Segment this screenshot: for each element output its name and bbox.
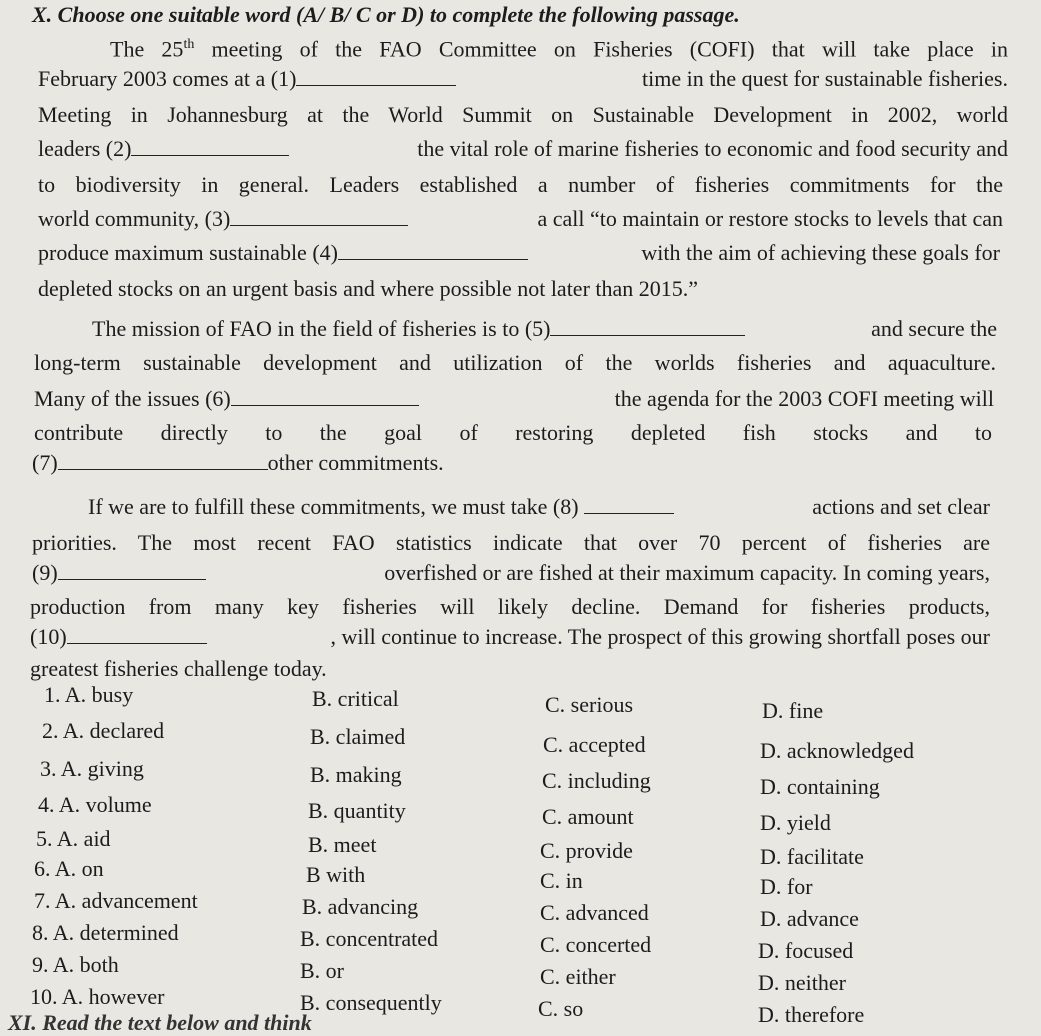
- option-5c[interactable]: C. provide: [540, 838, 633, 863]
- option-4c[interactable]: C. amount: [542, 804, 634, 829]
- option-3a[interactable]: 3. A. giving: [40, 756, 144, 781]
- option-8c[interactable]: C. concerted: [540, 932, 652, 957]
- option-1b[interactable]: B. critical: [312, 686, 399, 711]
- passage-line: production from many key fisheries will likely decline. Demand for fisheries products,: [30, 594, 990, 619]
- option-6c[interactable]: C. in: [540, 868, 583, 893]
- passage-line: The 25th meeting of the FAO Committee on Fisheries (COFI) that will take place in: [110, 36, 1009, 62]
- option-1a[interactable]: 1. A. busy: [44, 682, 134, 707]
- blank-1[interactable]: [296, 67, 456, 86]
- passage-line: (9) overfished or are fished at their maximum capacity. In coming years,: [32, 560, 990, 585]
- option-7c[interactable]: C. advanced: [540, 900, 649, 925]
- blank-7[interactable]: [58, 451, 268, 470]
- passage-line: If we are to fulfill these commitments, we must take (8) actions and set clear: [88, 494, 990, 519]
- passage-line: Many of the issues (6) the agenda for the 2003 COFI meeting will: [34, 386, 994, 411]
- option-9d[interactable]: D. neither: [758, 970, 846, 995]
- passage-line: The mission of FAO in the field of fisheries is to (5) and secure the: [92, 316, 997, 341]
- passage-line: February 2003 comes at a (1) time in the quest for sustainable fisheries.: [38, 66, 1008, 91]
- passage-line: (7) other commitments.: [32, 450, 444, 475]
- option-3c[interactable]: C. including: [542, 768, 651, 793]
- option-6a[interactable]: 6. A. on: [34, 856, 104, 881]
- blank-8[interactable]: [584, 495, 674, 514]
- blank-2[interactable]: [131, 137, 289, 156]
- option-7a[interactable]: 7. A. advancement: [34, 888, 198, 913]
- option-8a[interactable]: 8. A. determined: [32, 920, 179, 945]
- option-6d[interactable]: D. for: [760, 874, 813, 899]
- blank-9[interactable]: [58, 561, 206, 580]
- passage-line: contribute directly to the goal of restoring depleted fish stocks and to: [34, 420, 992, 445]
- passage-line: priorities. The most recent FAO statistics indicate that over 70 percent of fisheries are: [32, 530, 990, 555]
- passage-line: (10) , will continue to increase. The prospect of this growing shortfall poses our: [30, 624, 990, 649]
- option-1c[interactable]: C. serious: [545, 692, 633, 717]
- option-2b[interactable]: B. claimed: [310, 724, 406, 749]
- option-3b[interactable]: B. making: [310, 762, 402, 787]
- next-section-heading-cut: XI. Read the text below and think: [8, 1010, 312, 1035]
- passage-line: depleted stocks on an urgent basis and where possible not later than 2015.”: [38, 276, 699, 301]
- blank-6[interactable]: [231, 387, 419, 406]
- option-10b[interactable]: B. consequently: [300, 990, 442, 1015]
- option-1d[interactable]: D. fine: [762, 698, 824, 723]
- section-heading: X. Choose one suitable word (A/ B/ C or D) to complete the following passage.: [32, 2, 740, 27]
- option-4b[interactable]: B. quantity: [308, 798, 406, 823]
- option-3d[interactable]: D. containing: [760, 774, 880, 799]
- option-9b[interactable]: B. or: [300, 958, 344, 983]
- option-10a[interactable]: 10. A. however: [30, 984, 165, 1009]
- blank-5[interactable]: [550, 317, 745, 336]
- passage-line: produce maximum sustainable (4) with the aim of achieving these goals for: [38, 240, 1000, 265]
- option-9c[interactable]: C. either: [540, 964, 616, 989]
- option-7b[interactable]: B. advancing: [302, 894, 419, 919]
- option-8d[interactable]: D. focused: [758, 938, 854, 963]
- option-5d[interactable]: D. facilitate: [760, 844, 864, 869]
- option-4a[interactable]: 4. A. volume: [38, 792, 152, 817]
- option-5b[interactable]: B. meet: [308, 832, 377, 857]
- option-5a[interactable]: 5. A. aid: [36, 826, 111, 851]
- passage-line: greatest fisheries challenge today.: [30, 656, 327, 681]
- option-2c[interactable]: C. accepted: [543, 732, 646, 757]
- passage-line: world community, (3) a call “to maintain or restore stocks to levels that can: [38, 206, 1003, 231]
- passage-line: long-term sustainable development and utilization of the worlds fisheries and aquaculture.: [34, 350, 996, 375]
- blank-10[interactable]: [67, 625, 207, 644]
- option-4d[interactable]: D. yield: [760, 810, 831, 835]
- option-2a[interactable]: 2. A. declared: [42, 718, 165, 743]
- passage-line: Meeting in Johannesburg at the World Summit on Sustainable Development in 2002, world: [38, 102, 1008, 127]
- option-10d[interactable]: D. therefore: [758, 1002, 865, 1027]
- blank-4[interactable]: [338, 241, 528, 260]
- option-2d[interactable]: D. acknowledged: [760, 738, 914, 763]
- option-7d[interactable]: D. advance: [760, 906, 859, 931]
- option-6b[interactable]: B with: [306, 862, 366, 887]
- blank-3[interactable]: [230, 207, 408, 226]
- option-10c[interactable]: C. so: [538, 996, 584, 1021]
- option-9a[interactable]: 9. A. both: [32, 952, 119, 977]
- passage-line: to biodiversity in general. Leaders established a number of fisheries commitments for the: [38, 172, 1003, 197]
- option-8b[interactable]: B. concentrated: [300, 926, 439, 951]
- passage-line: leaders (2) the vital role of marine fisheries to economic and food security and: [38, 136, 1008, 161]
